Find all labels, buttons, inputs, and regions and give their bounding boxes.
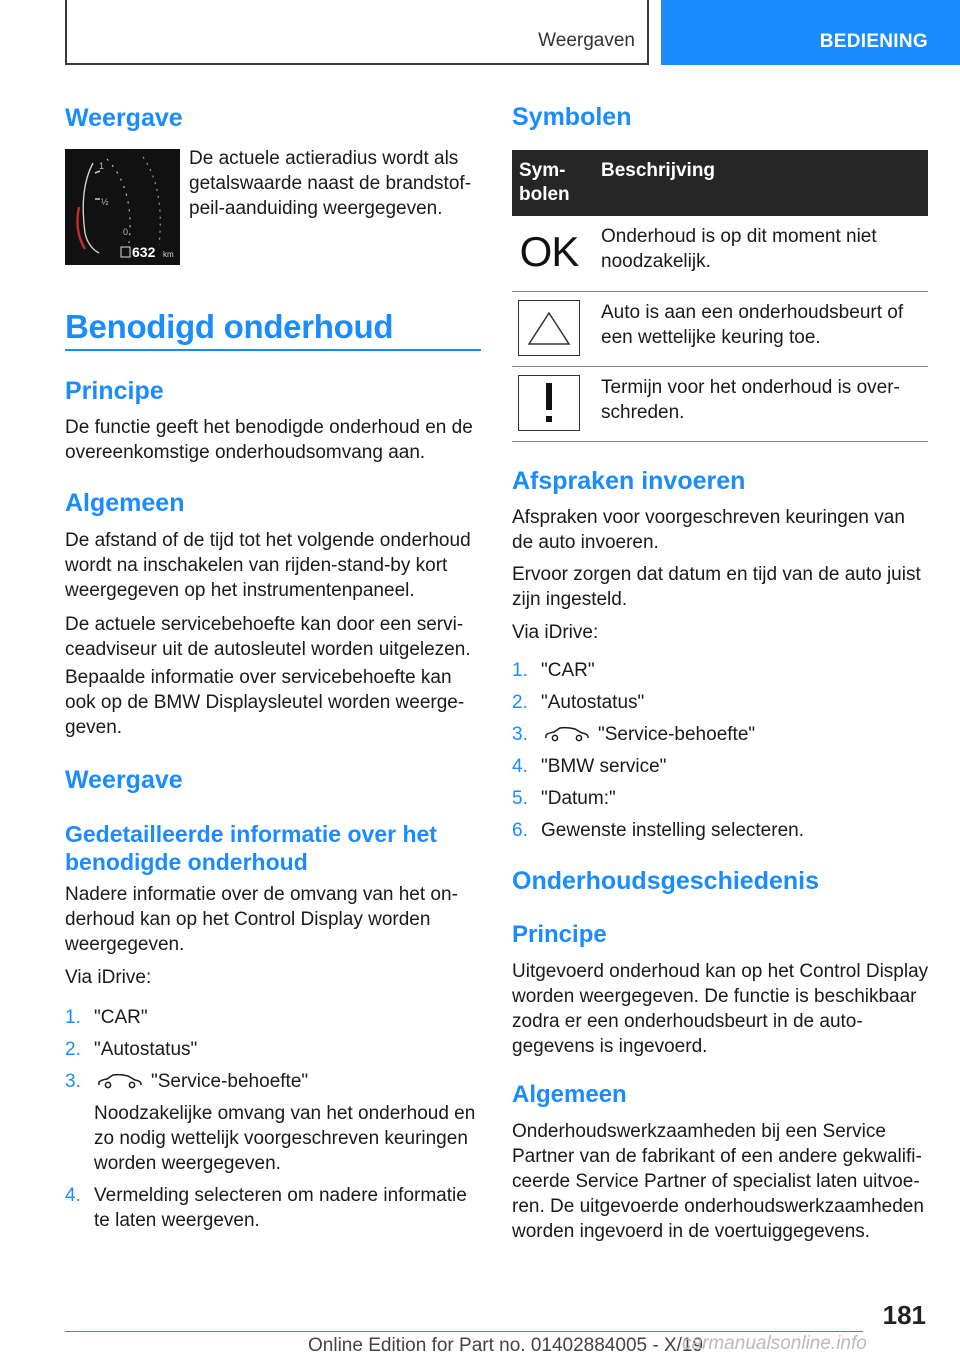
step-note: Noodzakelijke omvang van het onderhoud en zo nodig wettelijk voorgeschreven keuringen worden weergegeven. [94, 1103, 476, 1174]
header-section-title: Weergaven [538, 30, 635, 51]
afspraken-paragraph-1: Afspraken voor voorgeschreven keuringen van de auto invoeren. [512, 507, 905, 553]
afspraken-heading: Afspraken invoeren [512, 467, 746, 495]
table-row [512, 291, 928, 366]
list-item: 3. "Service-behoefte" [512, 724, 756, 745]
algemeen-heading: Algemeen [65, 489, 185, 517]
list-item: 4. Vermelding selecteren om nadere informatie te laten weergeven. [65, 1185, 467, 1231]
table-cell: Onderhoud is op dit moment niet noodzakelijk. [594, 216, 928, 291]
algemeen-paragraph-2: De actuele servicebehoefte kan door een serviceadviseur uit de autosleutel worden uitgelezen. [65, 614, 471, 660]
weergave-top-heading: Weergave [65, 104, 183, 132]
exclamation-icon [518, 375, 580, 431]
weergave-heading: Weergave [65, 766, 183, 794]
afspraken-steps [512, 658, 928, 850]
table-row [512, 216, 928, 291]
description-col-header: Beschrijving [594, 150, 928, 216]
header-section-box [65, 0, 649, 65]
gauge-range-unit: km [163, 250, 174, 259]
table-cell: Termijn voor het onderhoud is overschreden. [594, 366, 928, 441]
symbols-col-header: Symbolen [512, 150, 594, 216]
main-title: Benodigd onderhoud [65, 308, 394, 345]
footer-watermark: carmanualsonline.info [682, 1333, 867, 1354]
geschiedenis-algemeen-heading: Algemeen [512, 1081, 627, 1108]
list-item: 5. "Datum:" [512, 788, 616, 809]
geschiedenis-principe-heading: Principe [512, 921, 607, 948]
afspraken-via: Via iDrive: [512, 622, 599, 643]
list-item: 4. "BMW service" [512, 756, 667, 777]
footer-edition: Online Edition for Part no. 01402884005 - X/19 [308, 1335, 704, 1356]
fuel-gauge-graphic [65, 149, 180, 265]
list-item: 1. "CAR" [65, 1007, 148, 1028]
list-item: 2. "Autostatus" [512, 692, 645, 713]
header-chapter-tab [661, 0, 960, 65]
gauge-mark-half: ½ [101, 197, 109, 207]
car-icon [97, 1073, 143, 1089]
principe-heading: Principe [65, 377, 164, 405]
title-underline [65, 349, 481, 351]
list-item: 2. "Autostatus" [65, 1039, 198, 1060]
ok-icon: OK [519, 228, 579, 275]
list-item: 3. "Service-behoefte" Noodzakelijke omvang van het onderhoud en zo nodig wettelijk voorgeschreven keuringen worden weergegeven. [65, 1069, 481, 1176]
principe-text: De functie geeft het benodigde onderhoud en de overeenkomstige onderhoudsomvang aan. [65, 417, 473, 463]
gauge-mark-empty: 0 [123, 227, 129, 237]
symbols-table [512, 150, 928, 442]
list-item: 1. "CAR" [512, 660, 595, 681]
list-item: 6. Gewenste instelling selecteren. [512, 820, 804, 841]
footer-rule [65, 1331, 863, 1332]
car-icon [544, 726, 590, 742]
gedetailleerd-steps [65, 1005, 481, 1240]
algemeen-paragraph-1: De afstand of de tijd tot het volgende onderhoud wordt na inschakelen van rijden-stand-by kort weergegeven op het instrumentenpaneel. [65, 530, 471, 601]
gedetailleerd-text: Nadere informatie over de omvang van het onderhoud kan op het Control Display worden weergegeven. [65, 884, 458, 955]
afspraken-paragraph-2: Ervoor zorgen dat datum en tijd van de auto juist zijn ingesteld. [512, 564, 921, 610]
gauge-range-value: 632 [132, 244, 156, 260]
fuel-pump-icon [121, 247, 130, 257]
page-header [65, 0, 960, 65]
symbolen-heading: Symbolen [512, 103, 632, 131]
geschiedenis-algemeen-text: Onderhoudswerkzaamheden bij een Service Partner van de fabrikant of een andere gekwalificeerde Service Partner of specialist laten uitvoeren. De uitgevoerde onderhoudswerkzaamheden worden ingevoerd in de voertuiggegevens. [512, 1121, 924, 1242]
table-cell: Auto is aan een onderhoudsbeurt of een wettelijke keuring toe. [594, 291, 928, 366]
weergave-top-text: De actuele actieradius wordt als getalswaarde naast de brandstofpeil-aanduiding weergegeven. [189, 148, 472, 219]
table-row [512, 366, 928, 441]
warning-triangle-icon [518, 300, 580, 356]
page-number: 181 [882, 1300, 926, 1330]
header-chapter-label: BEDIENING [819, 31, 928, 52]
gauge-mark-full: 1 [99, 161, 105, 171]
geschiedenis-principe-text: Uitgevoerd onderhoud kan op het Control Display worden weergegeven. De functie is beschikbaar zodra er een onderhoudsbeurt in de autogegevens is ingevoerd. [512, 961, 929, 1057]
gedetailleerd-heading: Gedetailleerde informatie over het benodigde onderhoud [65, 821, 437, 875]
algemeen-paragraph-3: Bepaalde informatie over servicebehoefte kan ook op de BMW Displaysleutel worden weergegeven. [65, 667, 465, 738]
gedetailleerd-via: Via iDrive: [65, 967, 152, 988]
fuel-gauge-image [65, 149, 180, 265]
geschiedenis-heading: Onderhoudsgeschiedenis [512, 867, 820, 895]
